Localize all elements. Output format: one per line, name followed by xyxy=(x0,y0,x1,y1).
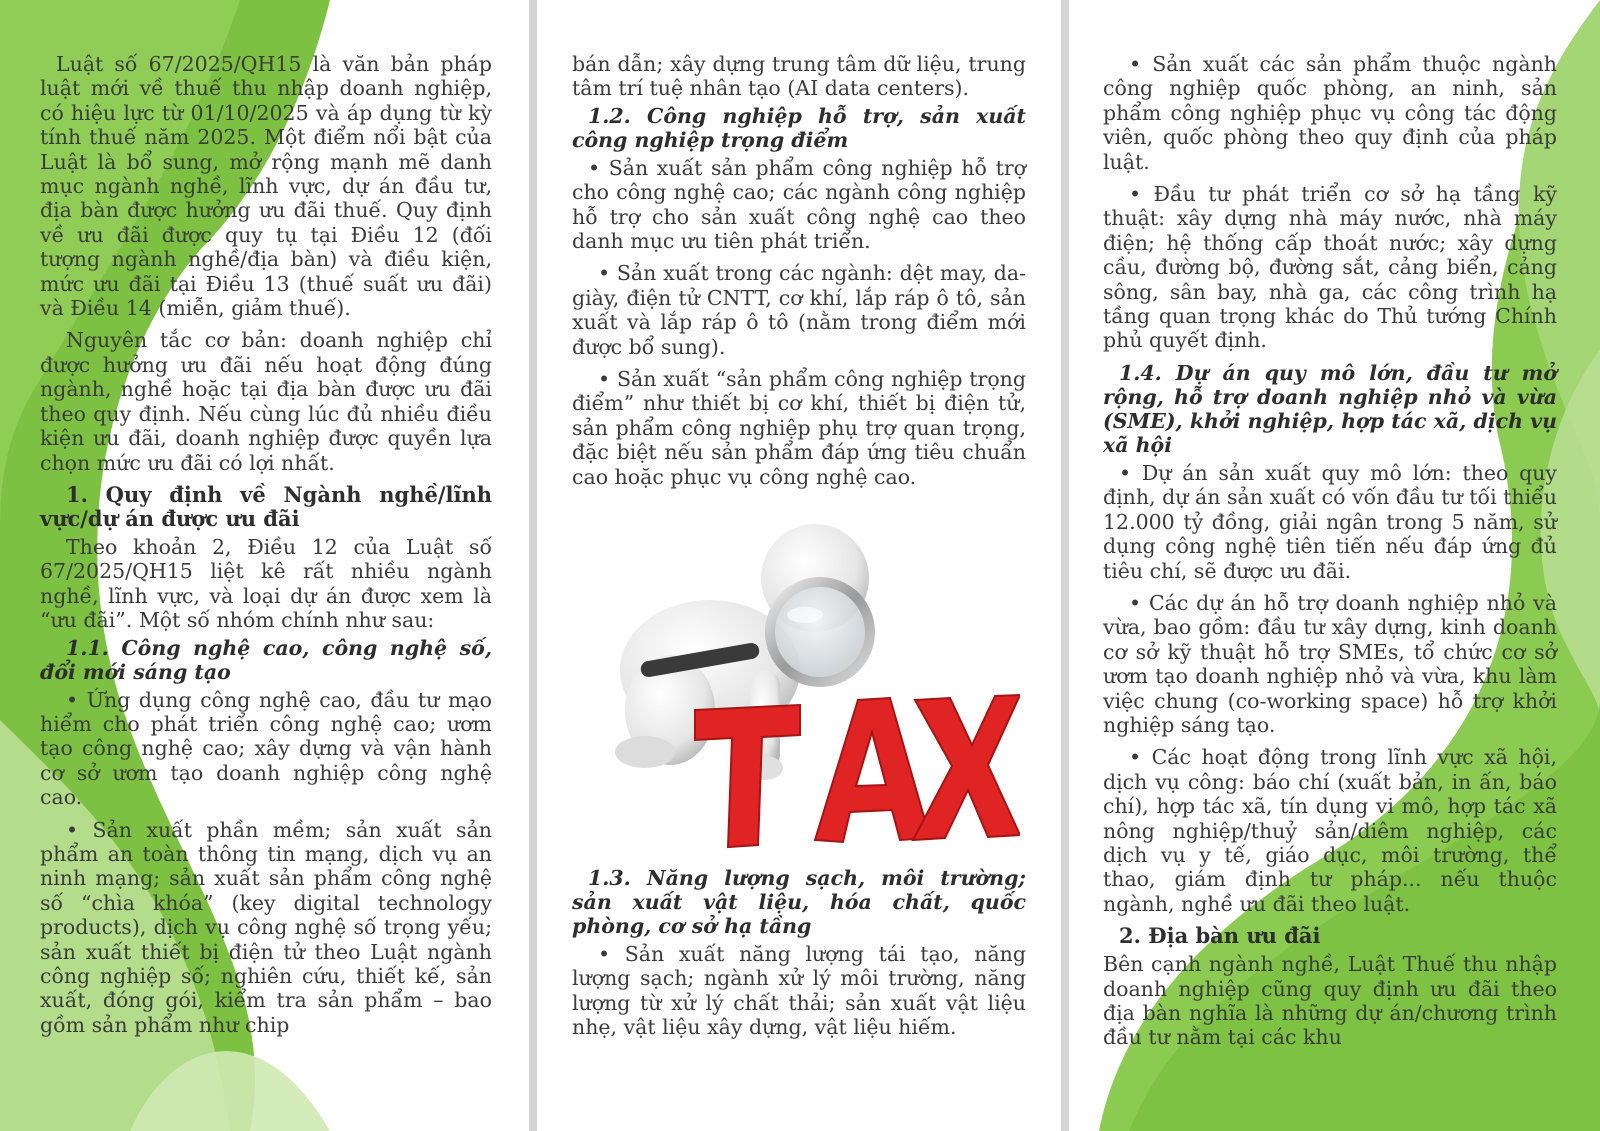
bullet-sme-support: • Các dự án hỗ trợ doanh nghiệp nhỏ và vừa, bao gồm: đầu tư xây dựng, kinh doanh cơ sở kỹ thuật hỗ trợ SMEs, tổ chức cơ sở ươm tạo doanh nghiệp nhỏ và vừa, khu làm việc chung (co-working space) hỗ trợ khởi nghiệp sáng tạo. xyxy=(1103,590,1557,737)
tax-letters xyxy=(695,695,1020,847)
tax-magnifier-illustration xyxy=(600,520,1020,860)
bullet-large-projects: • Dự án sản xuất quy mô lớn: theo quy định, dự án sản xuất có vốn đầu tư tối thiểu 12.000 tỷ đồng, giải ngân trong 5 năm, sử dụng công nghệ tiên tiến nếu đáp ứng đủ tiêu chí, sẽ được ưu đãi. xyxy=(1103,460,1557,583)
section-2-heading: 2. Địa bàn ưu đãi xyxy=(1119,923,1321,949)
section-1-3-heading: 1.3. Năng lượng sạch, môi trường; sản xuất vật liệu, hóa chất, quốc phòng, cơ sở hạ tầng xyxy=(572,866,1026,938)
continued-paragraph: bán dẫn; xây dựng trung tâm dữ liệu, trung tâm trí tuệ nhân tạo (AI data centers). xyxy=(572,52,1026,101)
section-2-paragraph: Bên cạnh ngành nghề, Luật Thuế thu nhập doanh nghiệp cũng quy định ưu đãi theo địa bàn nghĩa là những dự án/chương trình đầu tư nằm tại các khu xyxy=(1103,952,1557,1050)
intro-paragraph: Luật số 67/2025/QH15 là văn bản pháp luật mới về thuế thu nhập doanh nghiệp, có hiệu lực từ 01/10/2025 và áp dụng từ kỳ tính thuế năm 2025. Một điểm nổi bật của Luật là bổ sung, mở rộng mạnh mẽ danh mục ngành nghề, lĩnh vực, dự án đầu tư, địa bàn được hưởng ưu đãi thuế. Quy định về ưu đãi được quy tụ tại Điều 12 (đối tượng ngành nghề/địa bàn) và điều kiện, mức ưu đãi tại Điều 13 (thuế suất ưu đãi) và Điều 14 (miễn, giảm thuế). xyxy=(40,52,492,321)
bullet-defense-industry: • Sản xuất các sản phẩm thuộc ngành công nghiệp quốc phòng, an ninh, sản phẩm công nghiệp phục vụ công tác động viên, quốc phòng theo quy định của pháp luật. xyxy=(1103,52,1557,174)
bullet-infrastructure: • Đầu tư phát triển cơ sở hạ tầng kỹ thuật: xây dựng nhà máy nước, nhà máy điện; hệ thống cấp thoát nước; xây dựng cầu, đường bộ, đường sắt, cảng biển, cảng sông, sân bay, nhà ga, các công trình hạ tầng quan trọng khác do Thủ tướng Chính phủ quyết định. xyxy=(1103,182,1557,353)
bullet-software: • Sản xuất phần mềm; sản xuất sản phẩm an toàn thông tin mạng, dịch vụ an ninh mạng; sản xuất sản phẩm công nghệ số “chìa khóa” (key digital technology products), dịch vụ công nghệ số trọng yếu; sản xuất thiết bị điện tử theo Luật ngành công nghiệp số; nghiên cứu, thiết kế, sản xuất, đóng gói, kiểm tra sản phẩm – bao gồm sản phẩm như chip xyxy=(40,817,492,1037)
principle-paragraph: Nguyên tắc cơ bản: doanh nghiệp chỉ được hưởng ưu đãi nếu hoạt động đúng ngành, nghề hoặc tại địa bàn được ưu đãi theo quy định. Nếu cùng lúc đủ nhiều điều kiện ưu đãi, doanh nghiệp được quyền lựa chọn mức ưu đãi có lợi nhất. xyxy=(40,328,492,475)
section-1-1-heading: 1.1. Công nghệ cao, công nghệ số, đổi mới sáng tạo xyxy=(40,635,492,684)
tax-word: TAX xyxy=(600,520,603,521)
column-2 xyxy=(572,52,1026,497)
column-3 xyxy=(1103,52,1557,1058)
bullet-textile: • Sản xuất trong các ngành: dệt may, da-giày, điện tử CNTT, cơ khí, lắp ráp ô tô, sản xuất và lắp ráp ô tô (nằm trong điểm mới được bổ sung). xyxy=(572,261,1026,359)
section-1-4-heading: 1.4. Dự án quy mô lớn, đầu tư mở rộng, hỗ trợ doanh nghiệp nhỏ và vừa (SME), khởi nghiệp, hợp tác xã, dịch vụ xã hội xyxy=(1103,360,1557,457)
bullet-key-products: • Sản xuất “sản phẩm công nghiệp trọng điểm” như thiết bị cơ khí, thiết bị điện tử, sản phẩm công nghiệp phụ trợ quan trọng, đặc biệt nếu sản phẩm đáp ứng tiêu chuẩn cao hoặc phục vụ công nghệ cao. xyxy=(572,367,1026,489)
bullet-social-services: • Các hoạt động trong lĩnh vực xã hội, dịch vụ công: báo chí (xuất bản, in ấn, báo chí), hợp tác xã, tín dụng vi mô, hợp tác xã nông nghiệp/thuỷ sản/diêm nghiệp, các dịch vụ y tế, giáo dục, môi trường, thể thao, giám định tư pháp... nếu thuộc ngành, nghề ưu đãi theo luật. xyxy=(1103,745,1557,916)
column-1 xyxy=(40,52,492,1045)
bullet-supporting-industry: • Sản xuất sản phẩm công nghiệp hỗ trợ cho công nghệ cao; các ngành công nghiệp hỗ trợ cho sản xuất công nghệ cao theo danh mục ưu tiên phát triển. xyxy=(572,155,1026,254)
bullet-high-tech: • Ứng dụng công nghệ cao, đầu tư mạo hiểm cho phát triển công nghệ cao; ươm tạo công nghệ cao; xây dựng và vận hành cơ sở ươm tạo doanh nghiệp công nghệ cao. xyxy=(40,687,492,810)
section-1-intro: Theo khoản 2, Điều 12 của Luật số 67/2025/QH15 liệt kê rất nhiều ngành nghề, lĩnh vực, và loại dự án được xem là “ưu đãi”. Một số nhóm chính như sau: xyxy=(40,534,492,633)
bullet-renewable-energy: • Sản xuất năng lượng tái tạo, năng lượng sạch; ngành xử lý môi trường, năng lượng từ xử lý chất thải; sản xuất vật liệu nhẹ, vật liệu xây dựng, vật liệu hiếm. xyxy=(572,942,1026,1040)
panel-divider-1 xyxy=(529,0,537,1131)
section-1-heading: 1. Quy định về Ngành nghề/lĩnh vực/dự án được ưu đãi xyxy=(40,481,492,531)
panel-divider-2 xyxy=(1061,0,1069,1131)
figure-foot xyxy=(615,736,675,768)
column-2-lower xyxy=(572,866,1026,1048)
magnifier-lens xyxy=(770,582,870,682)
section-1-2-heading: 1.2. Công nghiệp hỗ trợ, sản xuất công nghiệp trọng điểm xyxy=(572,103,1026,152)
